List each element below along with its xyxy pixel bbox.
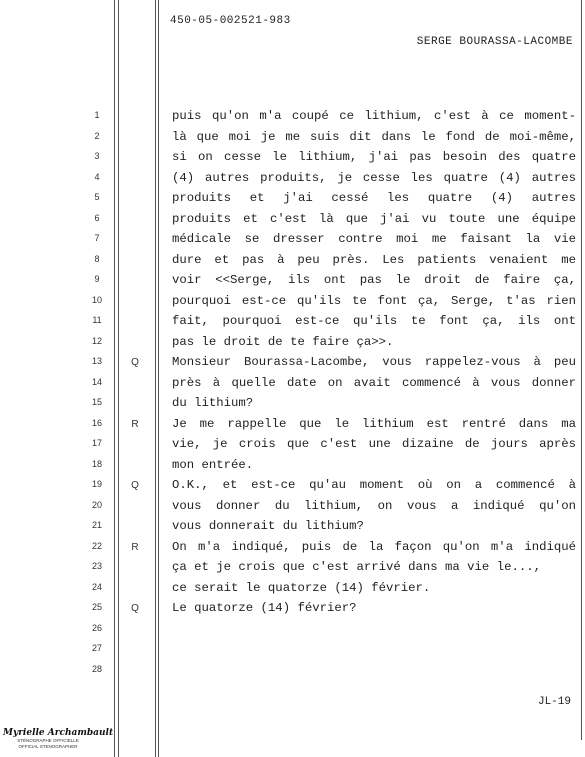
transcript-line [0,600,585,622]
line-number: 15 [91,397,102,407]
line-text: fait, pourquoi est-ce qu'ils te font ça, ils ont [172,314,576,328]
logo-line-2: OFFICIAL STENOGRAPHER [18,744,78,749]
line-number: 16 [91,417,102,428]
transcript-line [0,498,585,520]
line-number: 25 [91,602,102,612]
transcript-line [0,539,585,561]
line-number: 6 [94,212,100,223]
line-text: ce serait le quatorze (14) février. [172,580,431,595]
line-number: 4 [94,171,100,182]
line-number: 5 [94,192,100,202]
line-text: dure et pas à peu près. Les patients venaient me [172,252,576,267]
transcript-line [0,641,585,663]
line-number: 2 [94,130,100,141]
line-number: 10 [91,294,102,305]
transcript-line [0,129,585,151]
line-number: 7 [94,233,100,243]
transcript-line [0,416,585,438]
transcript-line [0,334,585,356]
transcript-line [0,580,585,602]
transcript-line [0,108,585,130]
logo-line-1: STÉNOGRAPHE OFFICIELLE [17,738,79,743]
line-text: ça et je crois que c'est arrivé dans ma vie le..., [172,560,541,574]
line-number: 23 [91,561,102,571]
line-number: 19 [91,479,102,489]
speaker-marker: Q [131,480,139,491]
file-number: 450-05-002521-983 [170,15,291,27]
line-number: 14 [91,376,102,387]
transcript-line [0,293,585,315]
line-number: 21 [91,520,102,530]
line-number: 8 [94,253,100,264]
line-text: O.K., et est-ce qu'au moment où on a commencé à [172,478,576,492]
line-number: 11 [92,315,102,325]
line-text: mon entrée. [172,457,254,472]
transcript-line [0,436,585,458]
stenographer-logo [3,728,114,750]
line-text: vous donner du lithium, on vous a indiqué qu'on [172,498,576,513]
line-number: 20 [91,499,102,510]
line-text: pourquoi est-ce qu'ils te font ça, Serge, t'as rien [172,293,576,308]
speaker-marker: R [131,418,139,430]
line-number: 27 [91,643,102,653]
line-text: (4) autres produits, je cesse les quatre (4) autres [172,170,576,185]
transcript-line [0,272,585,294]
line-text: près à quelle date on avait commencé à vous donner [172,375,576,390]
transcript-line [0,375,585,397]
transcript-line [0,662,585,684]
transcript-line [0,252,585,274]
witness-name: SERGE BOURASSA-LACOMBE [416,36,573,48]
line-number: 1 [94,110,100,120]
line-text: du lithium? [172,396,254,410]
speaker-marker: Q [131,357,139,368]
transcript-line [0,395,585,417]
line-number: 18 [91,458,102,469]
line-text: médicale se dresser contre moi me faisant la vie [172,232,576,246]
line-text: pas le droit de te faire ça>>. [172,334,394,349]
transcript-line [0,190,585,212]
transcript-line [0,231,585,253]
line-text: produits et c'est là que j'ai vu toute une équipe [172,211,576,226]
line-text: produits et j'ai cessé les quatre (4) autres [172,191,576,205]
line-number: 9 [94,274,100,284]
line-number: 17 [91,438,102,448]
transcript-line [0,457,585,479]
speaker-marker: Q [131,603,139,614]
line-text: vous donnerait du lithium? [172,519,364,533]
line-text: On m'a indiqué, puis de la façon qu'on m'a indiqué [172,539,576,554]
line-text: Je me rappelle que le lithium est rentré dans ma [172,416,576,431]
line-text: si on cesse le lithium, j'ai pas besoin des quatre [172,150,576,164]
line-number: 3 [94,151,100,161]
line-number: 24 [91,581,102,592]
line-text: puis qu'on m'a coupé ce lithium, c'est à ce moment- [172,109,576,123]
transcript-line [0,170,585,192]
page-code: JL-19 [537,696,571,708]
line-text: voir <<Serge, ils ont pas le droit de faire ça, [172,273,576,287]
transcript-line [0,354,585,376]
line-text: là que moi je me suis dit dans le fond de moi-même, [172,129,576,144]
line-text: Le quatorze (14) février? [172,601,357,615]
logo-name: Myrielle Archambault [3,728,114,738]
transcript-line [0,518,585,540]
line-text: vie, je crois que c'est une dizaine de jours après [172,437,576,451]
line-number: 12 [91,335,102,346]
line-number: 28 [91,663,102,674]
transcript-line [0,477,585,499]
transcript-line [0,621,585,643]
transcript-line [0,149,585,171]
line-number: 13 [91,356,102,366]
transcript-line [0,211,585,233]
transcript-line [0,559,585,581]
transcript-line [0,313,585,335]
line-number: 22 [91,540,102,551]
line-number: 26 [91,622,102,633]
speaker-marker: R [131,541,139,553]
line-text: Monsieur Bourassa-Lacombe, vous rappelez-vous à peu [172,355,576,369]
